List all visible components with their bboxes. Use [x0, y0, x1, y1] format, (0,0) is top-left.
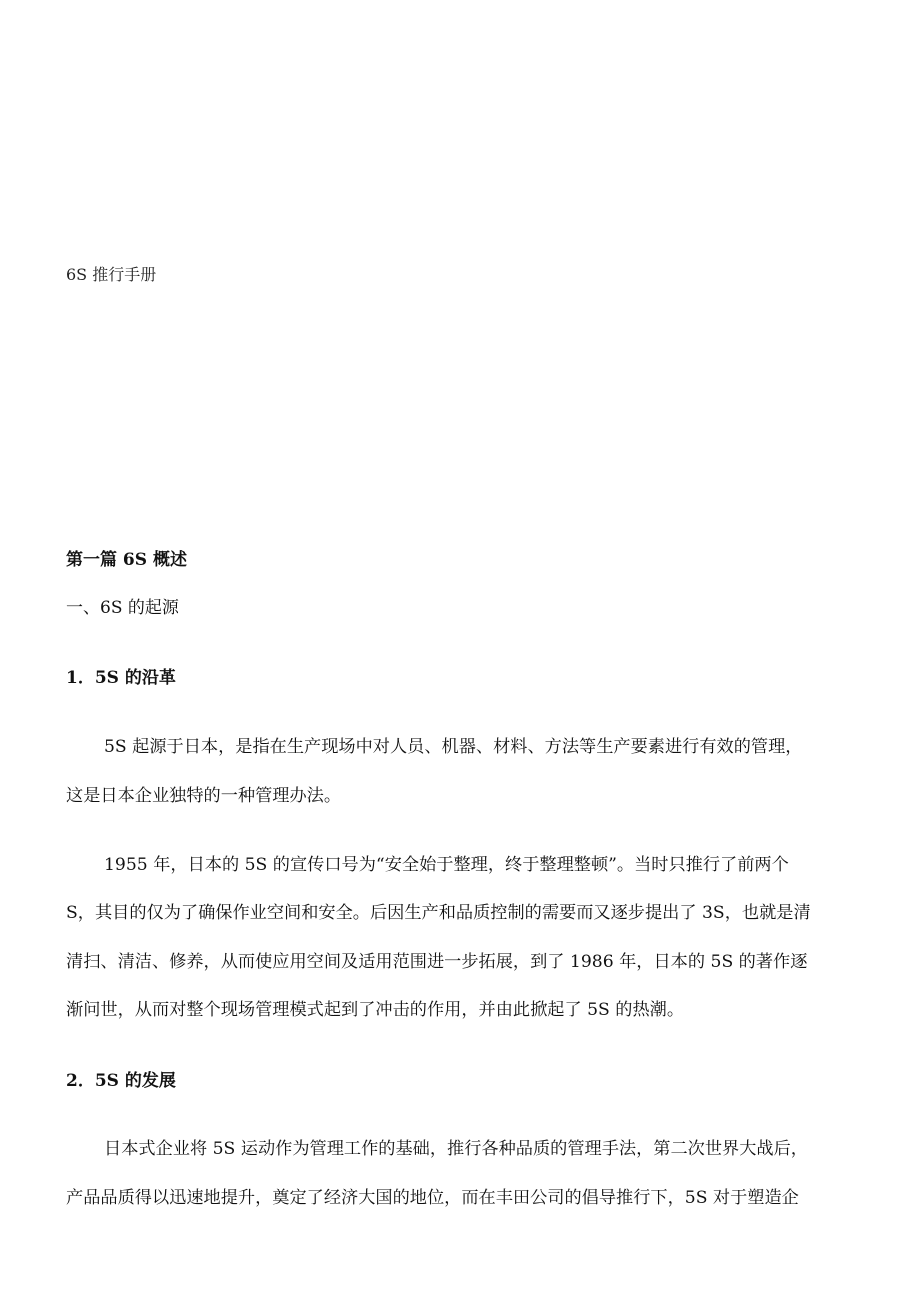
paragraph-line: 5S 起源于日本，是指在生产现场中对人员、机器、材料、方法等生产要素进行有效的管理， — [104, 737, 803, 757]
paragraph-line: 产品品质得以迅速地提升，奠定了经济大国的地位，而在丰田公司的倡导推行下，5S 对于塑造企 — [66, 1188, 799, 1208]
section-title: 一、6S 的起源 — [66, 598, 179, 618]
paragraph-line: S，其目的仅为了确保作业空间和安全。后因生产和品质控制的需要而又逐步提出了 3S，也就是清 — [66, 903, 811, 923]
paragraph-line: 清扫、清洁、修养，从而使应用空间及适用范围进一步拓展，到了 1986 年，日本的 5S 的著作逐 — [66, 952, 808, 972]
paragraph-line: 日本式企业将 5S 运动作为管理工作的基础，推行各种品质的管理手法，第二次世界大战后， — [104, 1139, 808, 1159]
subsection-title-history: 1．5S 的沿革 — [66, 668, 176, 688]
paragraph-line: 这是日本企业独特的一种管理办法。 — [66, 786, 342, 806]
subsection-title-development: 2．5S 的发展 — [66, 1071, 176, 1091]
document-title: 6S 推行手册 — [66, 265, 157, 284]
paragraph-line: 渐问世，从而对整个现场管理模式起到了冲击的作用，并由此掀起了 5S 的热潮。 — [66, 1000, 685, 1020]
chapter-title: 第一篇 6S 概述 — [66, 550, 187, 570]
paragraph-line: 1955 年，日本的 5S 的宣传口号为“安全始于整理，终于整理整顿”。当时只推行了前两个 — [104, 855, 789, 875]
